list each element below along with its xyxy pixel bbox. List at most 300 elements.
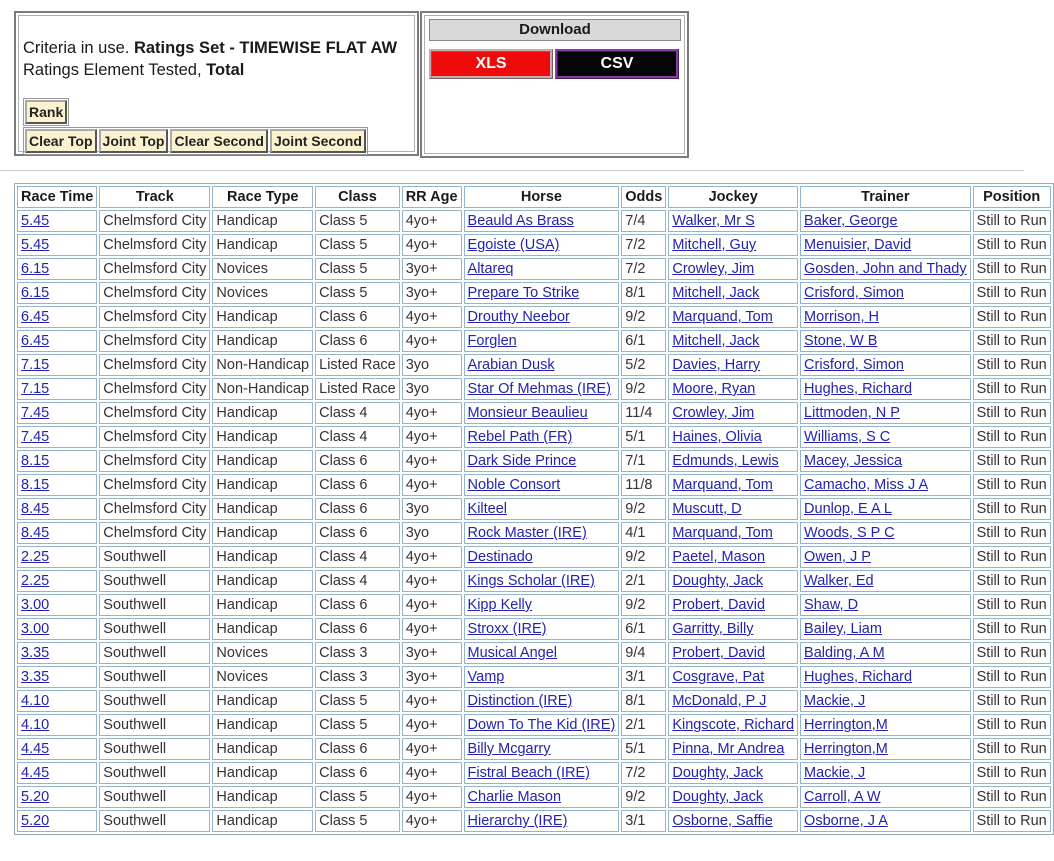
criteria-ratings-set-label: Criteria in use. <box>23 39 134 57</box>
rr-age-cell: 3yo <box>402 378 462 400</box>
odds-cell: 11/8 <box>621 474 666 496</box>
horse-link[interactable]: Kilteel <box>467 501 508 517</box>
race-time-link[interactable]: 7.45 <box>21 429 50 445</box>
class-cell: Class 6 <box>315 450 400 472</box>
rr-age-cell: 4yo+ <box>402 330 462 352</box>
header-race-time: Race Time <box>17 186 97 208</box>
jockey-cell <box>668 594 798 616</box>
odds-cell: 9/2 <box>621 786 666 808</box>
jockey-cell <box>668 714 798 736</box>
horse-cell <box>464 690 620 712</box>
jockey-cell <box>668 234 798 256</box>
track-cell: Chelmsford City <box>99 282 210 304</box>
rr-age-cell: 4yo+ <box>402 714 462 736</box>
race-time-link[interactable]: 8.45 <box>21 501 50 517</box>
jockey-link[interactable]: Haines, Olivia <box>672 429 762 445</box>
race-type-cell: Handicap <box>212 402 313 424</box>
race-time-cell <box>17 426 97 448</box>
race-time-cell <box>17 498 97 520</box>
position-cell: Still to Run <box>973 354 1051 376</box>
rr-age-cell: 4yo+ <box>402 306 462 328</box>
race-time-link[interactable]: 4.45 <box>21 741 50 757</box>
race-time-link[interactable]: 6.45 <box>21 309 50 325</box>
table-row <box>17 738 1051 760</box>
trainer-cell <box>800 618 971 640</box>
jockey-cell <box>668 738 798 760</box>
race-time-link[interactable]: 6.15 <box>21 285 50 301</box>
criteria-ratings-element-value: Total <box>206 61 245 79</box>
trainer-link[interactable]: Osborne, J A <box>804 813 888 829</box>
race-time-cell <box>17 786 97 808</box>
odds-cell: 8/1 <box>621 282 666 304</box>
position-cell: Still to Run <box>973 378 1051 400</box>
class-cell: Class 5 <box>315 786 400 808</box>
table-row <box>17 402 1051 424</box>
trainer-link[interactable]: Owen, J P <box>804 549 871 565</box>
race-time-cell <box>17 570 97 592</box>
odds-cell: 7/1 <box>621 450 666 472</box>
position-cell: Still to Run <box>973 450 1051 472</box>
class-cell: Class 5 <box>315 210 400 232</box>
odds-cell: 5/1 <box>621 426 666 448</box>
trainer-link[interactable]: Mackie, J <box>804 765 866 781</box>
header-horse: Horse <box>464 186 620 208</box>
race-time-cell <box>17 594 97 616</box>
position-cell: Still to Run <box>973 330 1051 352</box>
trainer-link[interactable]: Macey, Jessica <box>804 453 903 469</box>
race-time-link[interactable]: 5.20 <box>21 813 50 829</box>
jockey-link[interactable]: Marquand, Tom <box>672 309 773 325</box>
jockey-link[interactable]: Doughty, Jack <box>672 789 764 805</box>
criteria-ratings-set <box>23 38 397 58</box>
jockey-link[interactable]: Mitchell, Jack <box>672 333 760 349</box>
race-time-cell <box>17 378 97 400</box>
class-cell: Class 4 <box>315 426 400 448</box>
rr-age-cell: 4yo+ <box>402 690 462 712</box>
race-time-link[interactable]: 5.45 <box>21 213 50 229</box>
trainer-link[interactable]: Williams, S C <box>804 429 891 445</box>
track-cell: Chelmsford City <box>99 402 210 424</box>
race-type-cell: Handicap <box>212 474 313 496</box>
horse-link[interactable]: Dark Side Prince <box>467 453 577 469</box>
race-time-link[interactable]: 7.45 <box>21 405 50 421</box>
odds-cell: 11/4 <box>621 402 666 424</box>
horse-link[interactable]: Kings Scholar (IRE) <box>467 573 595 589</box>
race-time-link[interactable]: 3.00 <box>21 621 50 637</box>
trainer-link[interactable]: Mackie, J <box>804 693 866 709</box>
track-cell: Southwell <box>99 714 210 736</box>
rr-age-cell: 4yo+ <box>402 234 462 256</box>
race-type-cell: Handicap <box>212 306 313 328</box>
race-time-link[interactable]: 4.45 <box>21 765 50 781</box>
header-track: Track <box>99 186 210 208</box>
race-type-cell: Novices <box>212 282 313 304</box>
jockey-cell <box>668 330 798 352</box>
position-cell: Still to Run <box>973 282 1051 304</box>
race-time-link[interactable]: 8.45 <box>21 525 50 541</box>
track-cell: Chelmsford City <box>99 450 210 472</box>
table-row <box>17 810 1051 832</box>
position-cell: Still to Run <box>973 714 1051 736</box>
jockey-cell <box>668 810 798 832</box>
horse-link[interactable]: Monsieur Beaulieu <box>467 405 588 421</box>
race-type-cell: Handicap <box>212 714 313 736</box>
jockey-link[interactable]: Muscutt, D <box>672 501 742 517</box>
download-csv-button[interactable]: CSV <box>555 49 679 79</box>
jockey-link[interactable]: Mitchell, Jack <box>672 285 760 301</box>
position-cell: Still to Run <box>973 762 1051 784</box>
race-time-cell <box>17 762 97 784</box>
trainer-link[interactable]: Herrington,M <box>804 741 888 757</box>
odds-cell: 4/1 <box>621 522 666 544</box>
horse-link[interactable]: Kipp Kelly <box>467 597 533 613</box>
rr-age-cell: 4yo+ <box>402 594 462 616</box>
odds-cell: 9/2 <box>621 594 666 616</box>
odds-cell: 8/1 <box>621 690 666 712</box>
trainer-link[interactable]: Woods, S P C <box>804 525 895 541</box>
odds-cell: 9/2 <box>621 378 666 400</box>
trainer-cell <box>800 450 971 472</box>
trainer-link[interactable]: Carroll, A W <box>804 789 881 805</box>
race-type-cell: Handicap <box>212 690 313 712</box>
horse-link[interactable]: Egoiste (USA) <box>467 237 560 253</box>
rr-age-cell: 4yo+ <box>402 810 462 832</box>
jockey-link[interactable]: Walker, Mr S <box>672 213 755 229</box>
header-odds: Odds <box>621 186 666 208</box>
horse-link[interactable]: Billy Mcgarry <box>467 741 551 757</box>
race-time-cell <box>17 402 97 424</box>
odds-cell: 9/4 <box>621 642 666 664</box>
table-row <box>17 234 1051 256</box>
race-time-cell <box>17 306 97 328</box>
class-cell: Class 4 <box>315 546 400 568</box>
horse-link[interactable]: Beauld As Brass <box>467 213 574 229</box>
criteria-ratings-element-label: Ratings Element Tested, <box>23 61 207 79</box>
horse-cell <box>464 786 620 808</box>
rr-age-cell: 4yo+ <box>402 786 462 808</box>
table-row <box>17 354 1051 376</box>
horse-cell <box>464 642 620 664</box>
horse-cell <box>464 618 620 640</box>
joint-top-button[interactable]: Joint Top <box>99 129 169 153</box>
race-time-cell <box>17 234 97 256</box>
jockey-cell <box>668 570 798 592</box>
horse-cell <box>464 546 620 568</box>
class-cell: Class 6 <box>315 474 400 496</box>
trainer-link[interactable]: Crisford, Simon <box>804 357 904 373</box>
race-time-cell <box>17 282 97 304</box>
horse-link[interactable]: Destinado <box>467 549 533 565</box>
trainer-link[interactable]: Hughes, Richard <box>804 669 913 685</box>
class-cell: Class 6 <box>315 594 400 616</box>
trainer-cell <box>800 282 971 304</box>
horse-cell <box>464 402 620 424</box>
jockey-cell <box>668 642 798 664</box>
horse-link[interactable]: Rock Master (IRE) <box>467 525 587 541</box>
rr-age-cell: 3yo+ <box>402 258 462 280</box>
position-cell: Still to Run <box>973 690 1051 712</box>
rr-age-cell: 4yo+ <box>402 450 462 472</box>
trainer-cell <box>800 258 971 280</box>
position-cell: Still to Run <box>973 570 1051 592</box>
jockey-link[interactable]: Crowley, Jim <box>672 261 755 277</box>
horse-cell <box>464 714 620 736</box>
odds-cell: 6/1 <box>621 330 666 352</box>
odds-cell: 9/2 <box>621 498 666 520</box>
position-cell: Still to Run <box>973 258 1051 280</box>
race-time-link[interactable]: 3.00 <box>21 597 50 613</box>
jockey-link[interactable]: Doughty, Jack <box>672 573 764 589</box>
race-type-cell: Handicap <box>212 498 313 520</box>
jockey-cell <box>668 210 798 232</box>
jockey-link[interactable]: Mitchell, Guy <box>672 237 757 253</box>
track-cell: Southwell <box>99 546 210 568</box>
race-time-cell <box>17 810 97 832</box>
position-cell: Still to Run <box>973 810 1051 832</box>
table-row <box>17 594 1051 616</box>
jockey-link[interactable]: Crowley, Jim <box>672 405 755 421</box>
position-cell: Still to Run <box>973 594 1051 616</box>
race-time-link[interactable]: 4.10 <box>21 693 50 709</box>
position-cell: Still to Run <box>973 402 1051 424</box>
jockey-link[interactable]: Probert, David <box>672 645 766 661</box>
jockey-cell <box>668 402 798 424</box>
horse-cell <box>464 498 620 520</box>
table-row <box>17 282 1051 304</box>
table-row <box>17 690 1051 712</box>
jockey-link[interactable]: Edmunds, Lewis <box>672 453 779 469</box>
position-cell: Still to Run <box>973 546 1051 568</box>
header-jockey: Jockey <box>668 186 798 208</box>
race-time-link[interactable]: 7.15 <box>21 381 50 397</box>
jockey-cell <box>668 474 798 496</box>
table-row <box>17 522 1051 544</box>
criteria-inner <box>18 15 415 152</box>
horse-link[interactable]: Arabian Dusk <box>467 357 555 373</box>
results-table <box>14 183 1054 835</box>
race-type-cell: Handicap <box>212 330 313 352</box>
table-row <box>17 450 1051 472</box>
track-cell: Chelmsford City <box>99 258 210 280</box>
horse-link[interactable]: Vamp <box>467 669 505 685</box>
rr-age-cell: 4yo+ <box>402 426 462 448</box>
trainer-cell <box>800 786 971 808</box>
position-cell: Still to Run <box>973 666 1051 688</box>
divider <box>0 170 1024 171</box>
track-cell: Chelmsford City <box>99 330 210 352</box>
trainer-cell <box>800 330 971 352</box>
race-type-cell: Handicap <box>212 234 313 256</box>
download-xls-button[interactable]: XLS <box>429 49 553 79</box>
trainer-cell <box>800 426 971 448</box>
jockey-link[interactable]: McDonald, P J <box>672 693 767 709</box>
rank-button[interactable]: Rank <box>25 100 67 124</box>
jockey-cell <box>668 522 798 544</box>
trainer-cell <box>800 306 971 328</box>
track-cell: Chelmsford City <box>99 474 210 496</box>
trainer-link[interactable]: Gosden, John and Thady <box>804 261 967 277</box>
trainer-link[interactable]: Baker, George <box>804 213 898 229</box>
position-cell: Still to Run <box>973 522 1051 544</box>
jockey-cell <box>668 690 798 712</box>
position-cell: Still to Run <box>973 738 1051 760</box>
horse-cell <box>464 738 620 760</box>
trainer-link[interactable]: Littmoden, N P <box>804 405 900 421</box>
trainer-link[interactable]: Camacho, Miss J A <box>804 477 929 493</box>
rr-age-cell: 4yo+ <box>402 762 462 784</box>
horse-link[interactable]: Musical Angel <box>467 645 557 661</box>
horse-cell <box>464 306 620 328</box>
jockey-link[interactable]: Cosgrave, Pat <box>672 669 765 685</box>
horse-link[interactable]: Down To The Kid (IRE) <box>467 717 616 733</box>
race-time-link[interactable]: 8.15 <box>21 453 50 469</box>
table-row <box>17 570 1051 592</box>
trainer-link[interactable]: Hughes, Richard <box>804 381 913 397</box>
filter-button-group <box>23 127 368 155</box>
trainer-link[interactable]: Balding, A M <box>804 645 885 661</box>
race-type-cell: Handicap <box>212 522 313 544</box>
race-type-cell: Handicap <box>212 546 313 568</box>
trainer-link[interactable]: Walker, Ed <box>804 573 874 589</box>
trainer-cell <box>800 546 971 568</box>
horse-link[interactable]: Drouthy Neebor <box>467 309 570 325</box>
horse-link[interactable]: Distinction (IRE) <box>467 693 573 709</box>
race-time-cell <box>17 330 97 352</box>
race-time-cell <box>17 666 97 688</box>
race-time-link[interactable]: 4.10 <box>21 717 50 733</box>
race-time-link[interactable]: 3.35 <box>21 645 50 661</box>
race-time-cell <box>17 450 97 472</box>
jockey-link[interactable]: Osborne, Saffie <box>672 813 773 829</box>
track-cell: Chelmsford City <box>99 210 210 232</box>
jockey-cell <box>668 450 798 472</box>
race-type-cell: Non-Handicap <box>212 378 313 400</box>
trainer-link[interactable]: Herrington,M <box>804 717 888 733</box>
table-row <box>17 426 1051 448</box>
trainer-cell <box>800 762 971 784</box>
jockey-link[interactable]: Marquand, Tom <box>672 477 773 493</box>
table-row <box>17 306 1051 328</box>
trainer-cell <box>800 474 971 496</box>
horse-link[interactable]: Star Of Mehmas (IRE) <box>467 381 611 397</box>
horse-link[interactable]: Stroxx (IRE) <box>467 621 547 637</box>
race-type-cell: Non-Handicap <box>212 354 313 376</box>
class-cell: Class 4 <box>315 570 400 592</box>
race-time-link[interactable]: 2.25 <box>21 573 50 589</box>
jockey-cell <box>668 666 798 688</box>
horse-link[interactable]: Rebel Path (FR) <box>467 429 573 445</box>
jockey-link[interactable]: Kingscote, Richard <box>672 717 795 733</box>
race-time-link[interactable]: 7.15 <box>21 357 50 373</box>
race-time-link[interactable]: 2.25 <box>21 549 50 565</box>
horse-link[interactable]: Hierarchy (IRE) <box>467 813 568 829</box>
race-time-link[interactable]: 6.15 <box>21 261 50 277</box>
race-type-cell: Handicap <box>212 570 313 592</box>
horse-cell <box>464 282 620 304</box>
race-time-cell <box>17 522 97 544</box>
horse-link[interactable]: Noble Consort <box>467 477 561 493</box>
race-time-link[interactable]: 5.45 <box>21 237 50 253</box>
download-title: Download <box>429 19 681 41</box>
horse-cell <box>464 210 620 232</box>
track-cell: Southwell <box>99 642 210 664</box>
trainer-link[interactable]: Bailey, Liam <box>804 621 882 637</box>
jockey-link[interactable]: Garritty, Billy <box>672 621 754 637</box>
jockey-link[interactable]: Moore, Ryan <box>672 381 756 397</box>
race-time-link[interactable]: 5.20 <box>21 789 50 805</box>
trainer-link[interactable]: Crisford, Simon <box>804 285 904 301</box>
rr-age-cell: 4yo+ <box>402 618 462 640</box>
track-cell: Southwell <box>99 570 210 592</box>
jockey-cell <box>668 378 798 400</box>
horse-cell <box>464 426 620 448</box>
jockey-link[interactable]: Doughty, Jack <box>672 765 764 781</box>
horse-cell <box>464 234 620 256</box>
trainer-link[interactable]: Dunlop, E A L <box>804 501 892 517</box>
trainer-link[interactable]: Morrison, H <box>804 309 879 325</box>
joint-second-button[interactable]: Joint Second <box>270 129 366 153</box>
jockey-link[interactable]: Marquand, Tom <box>672 525 773 541</box>
trainer-cell <box>800 498 971 520</box>
race-time-link[interactable]: 3.35 <box>21 669 50 685</box>
class-cell: Class 6 <box>315 330 400 352</box>
class-cell: Listed Race <box>315 378 400 400</box>
rr-age-cell: 4yo+ <box>402 570 462 592</box>
race-type-cell: Novices <box>212 666 313 688</box>
download-inner <box>424 15 685 154</box>
trainer-cell <box>800 522 971 544</box>
rr-age-cell: 4yo+ <box>402 738 462 760</box>
clear-second-button[interactable]: Clear Second <box>170 129 267 153</box>
table-row <box>17 618 1051 640</box>
odds-cell: 3/1 <box>621 810 666 832</box>
position-cell: Still to Run <box>973 426 1051 448</box>
track-cell: Chelmsford City <box>99 426 210 448</box>
rr-age-cell: 3yo+ <box>402 666 462 688</box>
trainer-link[interactable]: Stone, W B <box>804 333 878 349</box>
horse-link[interactable]: Fistral Beach (IRE) <box>467 765 591 781</box>
criteria-panel <box>14 11 419 156</box>
horse-cell <box>464 666 620 688</box>
jockey-link[interactable]: Probert, David <box>672 597 766 613</box>
horse-link[interactable]: Forglen <box>467 333 517 349</box>
jockey-cell <box>668 786 798 808</box>
race-type-cell: Handicap <box>212 594 313 616</box>
class-cell: Class 6 <box>315 618 400 640</box>
race-type-cell: Handicap <box>212 618 313 640</box>
horse-link[interactable]: Prepare To Strike <box>467 285 580 301</box>
race-time-cell <box>17 690 97 712</box>
track-cell: Southwell <box>99 738 210 760</box>
trainer-cell <box>800 402 971 424</box>
table-row <box>17 642 1051 664</box>
track-cell: Southwell <box>99 810 210 832</box>
horse-link[interactable]: Charlie Mason <box>467 789 562 805</box>
jockey-link[interactable]: Paetel, Mason <box>672 549 766 565</box>
jockey-cell <box>668 618 798 640</box>
race-time-link[interactable]: 6.45 <box>21 333 50 349</box>
horse-link[interactable]: Altareq <box>467 261 514 277</box>
race-time-link[interactable]: 8.15 <box>21 477 50 493</box>
clear-top-button[interactable]: Clear Top <box>25 129 97 153</box>
trainer-link[interactable]: Shaw, D <box>804 597 859 613</box>
jockey-cell <box>668 282 798 304</box>
race-type-cell: Novices <box>212 642 313 664</box>
jockey-link[interactable]: Pinna, Mr Andrea <box>672 741 785 757</box>
table-row <box>17 666 1051 688</box>
trainer-link[interactable]: Menuisier, David <box>804 237 912 253</box>
jockey-link[interactable]: Davies, Harry <box>672 357 761 373</box>
